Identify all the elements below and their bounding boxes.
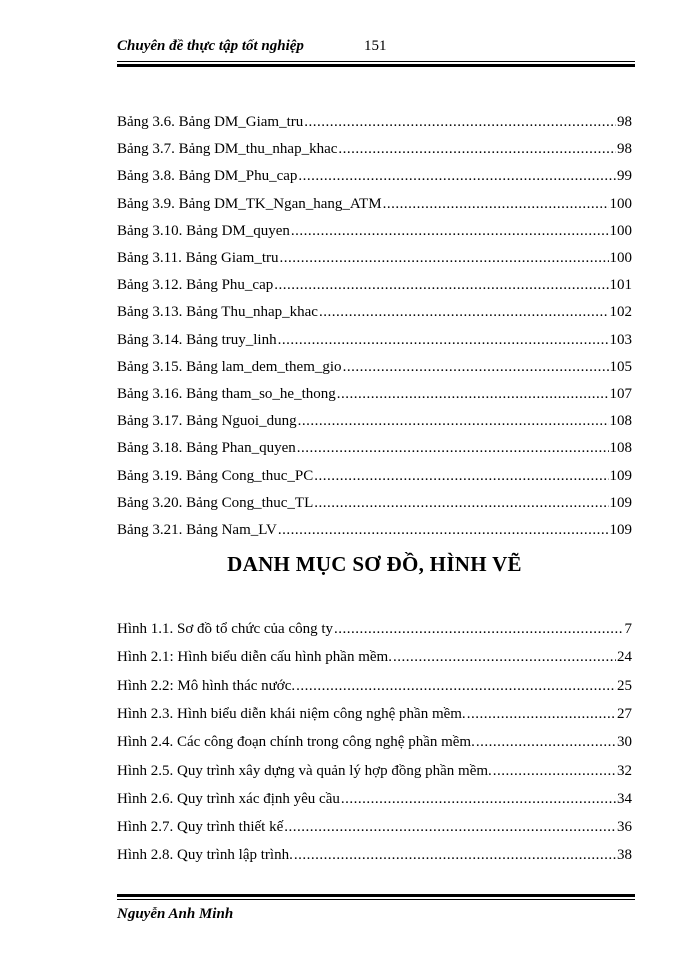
toc-entry-label: Bảng 3.10. Bảng DM_quyen — [117, 222, 290, 239]
dot-leader — [467, 706, 616, 723]
toc-entry — [117, 250, 632, 270]
toc-entry — [117, 141, 632, 161]
toc-entry — [117, 223, 632, 243]
toc-entry-page: 34 — [617, 790, 632, 807]
toc-entry-label: Bảng 3.8. Bảng DM_Phu_cap — [117, 168, 298, 185]
footer-rule — [117, 894, 635, 900]
figures-section-title: DANH MỤC SƠ ĐỒ, HÌNH VẼ — [227, 552, 522, 576]
toc-entry-page: 109 — [609, 494, 632, 511]
toc-entry-label: Bảng 3.14. Bảng truy_linh — [117, 331, 277, 348]
dot-leader — [337, 386, 609, 403]
toc-entry-page: 109 — [609, 467, 632, 484]
toc-entry-label: Bảng 3.17. Bảng Nguoi_dung — [117, 413, 297, 430]
toc-entry-page: 99 — [617, 168, 632, 185]
document-title: Chuyên đề thực tập tốt nghiệp — [117, 38, 304, 54]
toc-entry-label: Bảng 3.9. Bảng DM_TK_Ngan_hang_ATM — [117, 195, 382, 212]
toc-entry-page: 100 — [609, 222, 632, 239]
toc-entry — [117, 791, 632, 811]
toc-entry — [117, 114, 632, 134]
toc-entry-label: Bảng 3.15. Bảng lam_dem_them_gio — [117, 358, 342, 375]
toc-entry-page: 38 — [617, 847, 632, 864]
toc-entry-page: 30 — [617, 734, 632, 751]
toc-entry-label: Hình 2.6. Quy trình xác định yêu cầu — [117, 790, 340, 807]
toc-entry-label: Bảng 3.13. Bảng Thu_nhap_khac — [117, 304, 318, 321]
dot-leader — [319, 304, 609, 321]
toc-entry — [117, 706, 632, 726]
toc-entry-page: 36 — [617, 819, 632, 836]
toc-entry — [117, 847, 632, 867]
toc-entry-page: 100 — [609, 195, 632, 212]
toc-entry-label: Bảng 3.18. Bảng Phan_quyen — [117, 440, 296, 457]
toc-entry-label: Bảng 3.16. Bảng tham_so_he_thong — [117, 386, 336, 402]
toc-entry-label: Hình 2.3. Hình biểu diễn khái niệm công nghệ phần mềm. — [117, 705, 466, 722]
toc-entry-page: 108 — [609, 440, 632, 457]
toc-entry-page: 98 — [617, 114, 632, 130]
toc-entry-label: Bảng 3.21. Bảng Nam_LV — [117, 522, 277, 538]
dot-leader — [297, 440, 609, 457]
toc-entry-page: 27 — [617, 705, 632, 722]
dot-leader — [280, 250, 609, 267]
toc-entry-label: Hình 2.7. Quy trình thiết kế — [117, 819, 284, 836]
toc-entry — [117, 196, 632, 216]
dot-leader — [298, 168, 616, 185]
toc-entry-page: 7 — [624, 621, 632, 637]
toc-entry — [117, 304, 632, 324]
toc-entry-label: Bảng 3.11. Bảng Giam_tru — [117, 250, 279, 266]
toc-entry-page: 108 — [609, 413, 632, 430]
toc-entry-page: 103 — [609, 331, 632, 348]
dot-leader — [291, 223, 609, 240]
dot-leader — [341, 791, 616, 808]
toc-entry — [117, 468, 632, 488]
toc-entry-label: Hình 2.8. Quy trình lập trình. — [117, 847, 293, 864]
toc-entry-page: 105 — [609, 358, 632, 375]
dot-leader — [476, 734, 616, 751]
toc-entry — [117, 359, 632, 379]
dot-leader — [334, 621, 623, 638]
toc-entry-page: 101 — [609, 277, 632, 294]
dot-leader — [278, 332, 609, 349]
dot-leader — [278, 522, 609, 539]
toc-entry-label: Hình 1.1. Sơ đồ tổ chức của công ty — [117, 621, 334, 637]
toc-entry — [117, 522, 632, 542]
toc-entry — [117, 649, 632, 669]
toc-entry-page: 109 — [609, 522, 632, 538]
dot-leader — [294, 847, 616, 864]
toc-entry-label: Hình 2.1: Hình biểu diễn cấu hình phần mềm. — [117, 649, 392, 666]
dot-leader — [343, 359, 609, 376]
dot-leader — [274, 277, 608, 294]
toc-entry-label: Bảng 3.6. Bảng DM_Giam_tru — [117, 114, 304, 130]
toc-entry-label: Bảng 3.12. Bảng Phu_cap — [117, 277, 274, 294]
toc-entry — [117, 413, 632, 433]
toc-entry — [117, 621, 632, 641]
dot-leader — [304, 114, 616, 131]
toc-entry-page: 25 — [617, 677, 632, 694]
header-rule — [117, 61, 635, 67]
toc-entry — [117, 168, 632, 188]
dot-leader — [393, 649, 616, 666]
toc-entry-page: 107 — [609, 386, 632, 402]
dot-leader — [383, 196, 609, 213]
toc-entry — [117, 734, 632, 754]
toc-entry — [117, 332, 632, 352]
dot-leader — [314, 495, 608, 512]
dot-leader — [338, 141, 616, 158]
toc-entry-page: 98 — [617, 141, 632, 158]
toc-entry — [117, 678, 632, 698]
toc-entry-label: Hình 2.5. Quy trình xây dựng và quản lý hợp đồng phần mềm. — [117, 762, 492, 779]
toc-entry-label: Bảng 3.7. Bảng DM_thu_nhap_khac — [117, 141, 338, 158]
toc-entry — [117, 495, 632, 515]
toc-entry-page: 102 — [609, 304, 632, 321]
dot-leader — [314, 468, 608, 485]
toc-entry-page: 100 — [609, 250, 632, 266]
toc-entry-page: 32 — [617, 762, 632, 779]
toc-entry — [117, 440, 632, 460]
dot-leader — [298, 413, 609, 430]
toc-entry — [117, 277, 632, 297]
toc-entry-page: 24 — [617, 649, 632, 666]
toc-entry — [117, 763, 632, 783]
toc-entry-label: Bảng 3.19. Bảng Cong_thuc_PC — [117, 467, 314, 484]
toc-entry-label: Hình 2.4. Các công đoạn chính trong công nghệ phần mềm. — [117, 734, 475, 751]
author-name: Nguyễn Anh Minh — [117, 906, 234, 922]
dot-leader — [493, 763, 616, 780]
toc-entry-label: Hình 2.2: Mô hình thác nước. — [117, 677, 296, 694]
toc-entry — [117, 819, 632, 839]
toc-entry — [117, 386, 632, 406]
dot-leader — [284, 819, 616, 836]
page-number: 151 — [364, 38, 387, 54]
dot-leader — [296, 678, 616, 695]
toc-entry-label: Bảng 3.20. Bảng Cong_thuc_TL — [117, 494, 314, 511]
